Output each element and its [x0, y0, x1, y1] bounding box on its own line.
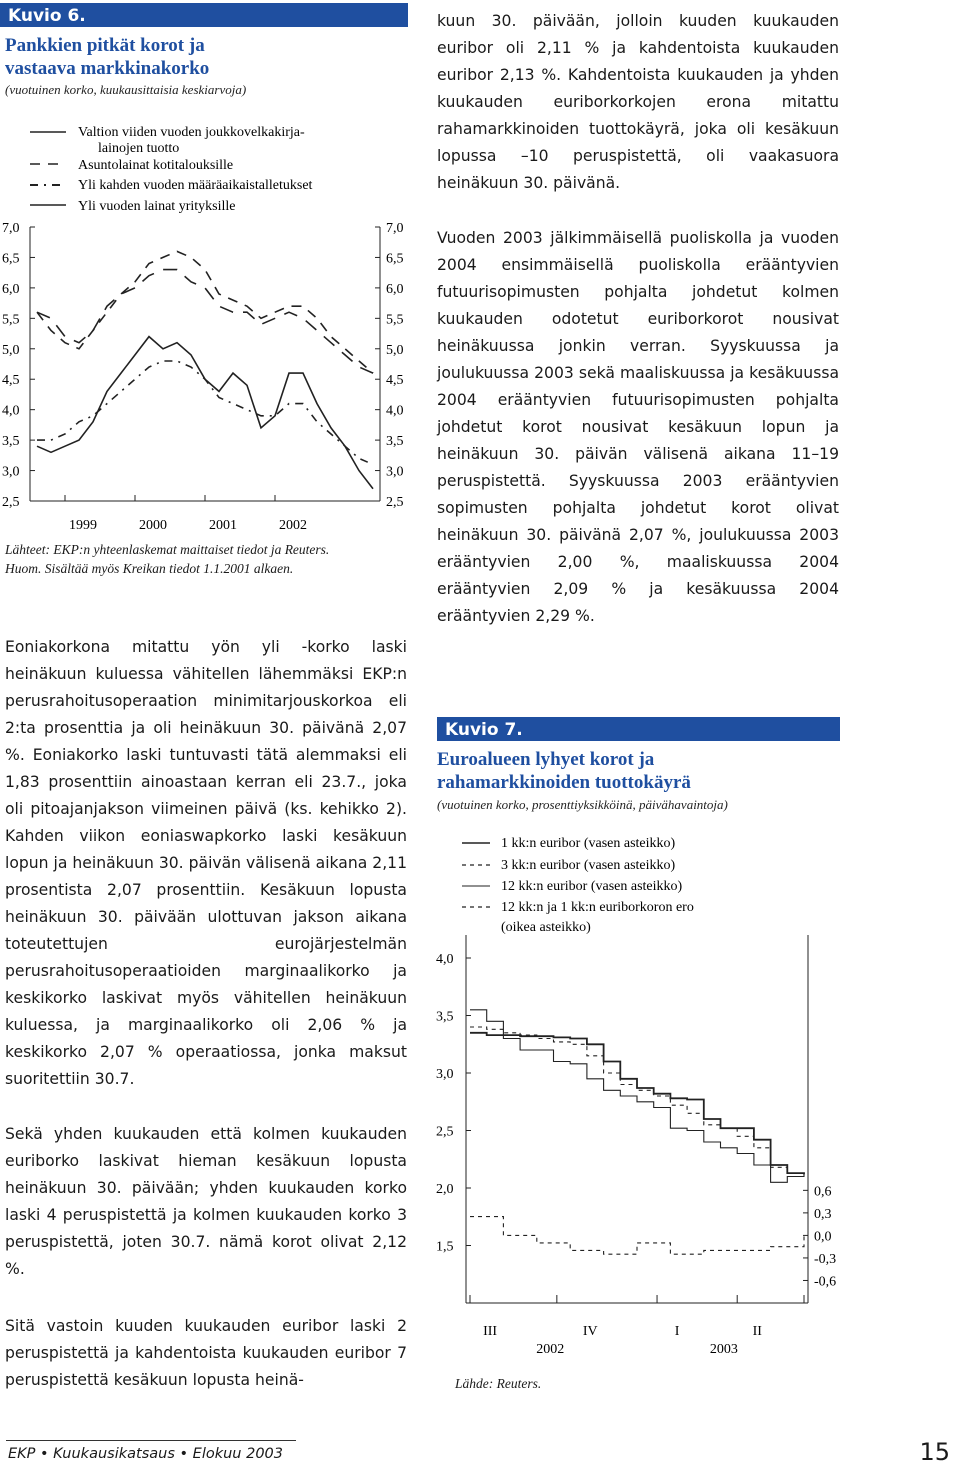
figure7-title [437, 748, 691, 794]
figure6-x-tick: 2002 [279, 518, 307, 533]
figure7-y-tick-right: 0,3 [814, 1206, 832, 1222]
figure7-y-tick-right: 0,6 [814, 1184, 832, 1200]
figure6-y-tick-left: 6,0 [2, 281, 20, 297]
figure6-legend-2: Asuntolainat kotitalouksille [78, 158, 234, 173]
figure7-legend-2: 12 kk:n euribor (vasen asteikko) [501, 879, 683, 894]
figure6-x-tick: 1999 [69, 518, 97, 533]
figure7-y-tick-right: 0,0 [814, 1229, 832, 1245]
figure7-y-tick-right: -0,3 [814, 1251, 837, 1267]
figure7-legend [462, 836, 694, 935]
figure7-y-tick-left: 3,5 [436, 1009, 454, 1025]
figure6-y-tick-left: 3,0 [2, 464, 20, 480]
figure7-tag: Kuvio 7. [437, 717, 840, 741]
figure6-y-tick-left: 4,0 [2, 403, 20, 419]
figure6-series-line-1 [37, 251, 373, 373]
figure7-y-tick-left: 3,0 [436, 1067, 454, 1082]
left-paragraph-2: Sekä yhden kuukauden että kolmen kuukauden euriborko laskivat hieman kesäkuun lopusta heinäkuun 30. päivään; yhden kuukauden korko laski 4 peruspistettä ja kolmen kuukauden korko 3 peruspistettä, joten 30.7. nämä korot olivat 2,12 %. [5, 1125, 407, 1278]
footer-publication: EKP • Kuukausikatsaus • Elokuu 2003 [8, 1446, 284, 1462]
figure6-source [5, 540, 329, 578]
figure7-title-line2: rahamarkkinoiden tuottokäyrä [437, 772, 691, 793]
figure7-legend-1: 3 kk:n euribor (vasen asteikko) [501, 858, 676, 873]
figure7-y-tick-left: 2,0 [436, 1182, 454, 1197]
left-paragraph-1: Eoniakorkona mitattu yön yli -korko laski heinäkuun kuluessa vähitellen lähemmäksi EKP:n perusrahoitusoperaation minimitarjouskorkoa eli 2:ta prosenttia ja oli heinäkuun 30. päivänä 2,07 %. Eoniakorko laski tuntuvasti tätä alemmaksi eli 1,83 prosenttiin ainoastaan kerran eli 23.7., joka oli pitoajanjakson viimeinen päivä (ks. kehikko 2). Kahden viikon eoniaswapkorko laski kesäkuun lopun ja heinäkuun 30. päivän välisenä aikana 2,11 prosentista 2,07 prosenttiin. Kesäkuun lopusta heinäkuun 30. päivään ulottuvan jakson aikana toteutettujen eurojärjestelmän perusrahoitusoperaatioiden marginaalikorko ja keskikorko laskivat myös vähitellen heinäkuun kuluessa, ja marginaalikorko oli 2,06 % ja keskikorko 2,07 % operaatiossa, jonka maksut suoritettiin 30.7. [5, 638, 407, 1088]
figure6-series-line-0 [37, 337, 373, 489]
figure6-y-tick-left: 5,0 [2, 342, 20, 358]
page-number: 15 [919, 1438, 950, 1466]
figure7-x-tick: III [483, 1324, 498, 1339]
figure6-y-tick-right: 5,0 [386, 342, 404, 358]
figure7-subtitle: (vuotuinen korko, prosenttiyksikköinä, päivähavaintoja) [437, 797, 728, 812]
figure7-y-tick-left: 4,0 [436, 952, 454, 967]
figure7-legend-4: (oikea asteikko) [501, 920, 591, 935]
figure6-x-tick: 2000 [139, 518, 167, 533]
figure6-y-tick-right: 5,5 [386, 312, 404, 328]
figure7-series-line-3 [470, 1217, 804, 1255]
figure7-series [470, 1010, 804, 1254]
figure7-y-tick-right: -0,6 [814, 1274, 837, 1290]
figure6-legend-3: Yli kahden vuoden määräaikaistalletukset [78, 178, 313, 193]
right-paragraph-1: kuun 30. päivään, jolloin kuuden kuukauden euribor oli 2,11 % ja kahdentoista kuukauden euribor 2,13 %. Kahdentoista kuukauden ja yhden kuukauden euriborkorkojen erona mitattu rahamarkkinoiden tuottokäyrä, joka oli kesäkuun lopussa –10 peruspistettä, oli vaakasuora heinäkuun 30. päivänä. [437, 12, 839, 192]
figure6-y-tick-right: 6,0 [386, 281, 404, 297]
figure7-y-tick-left: 1,5 [436, 1239, 454, 1255]
figure6-source-line1: Lähteet: EKP:n yhteenlaskemat maittaiset tiedot ja Reuters. [5, 542, 330, 557]
figure7-y-tick-left: 2,5 [436, 1124, 454, 1140]
figure7-source-text: Lähde: Reuters. [455, 1376, 542, 1391]
footer-rule [6, 1440, 296, 1441]
figure7-chart [430, 825, 850, 1370]
figure6-source-line2: Huom. Sisältää myös Kreikan tiedot 1.1.2001 alkaen. [5, 561, 294, 576]
figure6-series-line-3 [37, 270, 373, 374]
figure6-y-tick-right: 2,5 [386, 495, 404, 510]
figure6-y-tick-left: 5,5 [2, 312, 20, 328]
figure7-x-tick: I [674, 1324, 680, 1339]
figure6-y-tick-left: 7,0 [2, 221, 20, 236]
figure6-legend [30, 125, 313, 214]
figure6-legend-0: Valtion viiden vuoden joukkovelkakirja- [78, 125, 305, 140]
figure7-legend-3: 12 kk:n ja 1 kk:n euriborkoron ero [501, 900, 694, 915]
figure6-y-tick-left: 4,5 [2, 373, 20, 389]
figure6-y-tick-right: 4,5 [386, 373, 404, 389]
figure6-y-tick-right: 4,0 [386, 403, 404, 419]
figure7-x-year: 2003 [709, 1342, 738, 1357]
figure7-x-tick: II [752, 1324, 762, 1339]
figure6-title [5, 34, 209, 80]
figure6-x-tick: 2001 [209, 518, 237, 533]
figure6-legend-1: lainojen tuotto [98, 141, 180, 156]
figure6-subtitle: (vuotuinen korko, kuukausittaisia keskiarvoja) [5, 82, 247, 97]
figure6-y-tick-left: 2,5 [2, 495, 20, 510]
figure6-y-tick-right: 7,0 [386, 221, 404, 236]
figure6-y-tick-right: 6,5 [386, 251, 404, 267]
figure7-legend-0: 1 kk:n euribor (vasen asteikko) [501, 836, 676, 851]
figure7-x-tick: IV [582, 1324, 598, 1339]
figure7-x-ticks [470, 1295, 804, 1357]
figure7-x-year: 2002 [536, 1342, 565, 1357]
figure7-title-line1: Euroalueen lyhyet korot ja [437, 749, 655, 770]
left-paragraph-3: Sitä vastoin kuuden kuukauden euribor laski 2 peruspistettä ja kahdentoista kuukauden euribor 7 peruspistettä kesäkuun lopusta heinä- [5, 1317, 407, 1389]
figure6-tag: Kuvio 6. [0, 3, 408, 27]
figure6-y-tick-left: 6,5 [2, 251, 20, 267]
figure6-legend-4: Yli vuoden lainat yrityksille [78, 199, 236, 214]
right-paragraph-2: Vuoden 2003 jälkimmäisellä puoliskolla ja vuoden 2004 ensimmäisellä puoliskolla erääntyvien futuurisopimusten pohjalta johdetut kolmen kuukauden odotetut euriborkorot nousivat heinäkuussa jonkin verran. Syyskuussa ja joulukuussa 2003 sekä maaliskuussa ja kesäkuussa 2004 erääntyvien futuurisopimusten pohjalta johdetut korot nousivat kesäkuun lopun ja heinäkuun 30. päivän välisenä aikana 11–19 peruspistettä. Syyskuussa 2003 erääntyvien sopimusten pohjalta johdetut korot olivat heinäkuun 30. päivänä 2,07 %, joulukuussa 2003 erääntyvien 2,00 %, maaliskuussa 2004 erääntyvien 2,09 % ja kesäkuussa 2004 erääntyvien 2,29 %. [437, 229, 839, 625]
figure6-y-tick-right: 3,0 [386, 464, 404, 480]
figure6-title-line2: vastaava markkinakorko [5, 58, 210, 79]
figure6-series [37, 251, 373, 488]
figure6-y-tick-right: 3,5 [386, 434, 404, 450]
figure6-title-line1: Pankkien pitkät korot ja [5, 35, 205, 56]
figure6-y-ticks-right [375, 221, 404, 510]
figure6-chart [0, 115, 420, 540]
figure6-y-tick-left: 3,5 [2, 434, 20, 450]
